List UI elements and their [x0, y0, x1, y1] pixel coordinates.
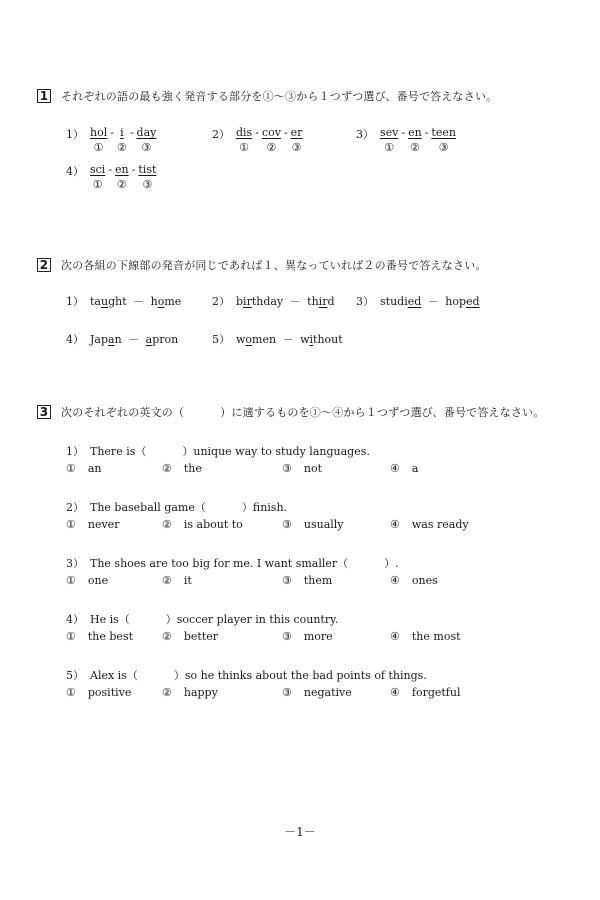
choice-text: ones	[411, 574, 438, 587]
syllable	[90, 126, 107, 154]
choice-text: better	[183, 630, 219, 643]
section-2-header	[37, 257, 487, 273]
section-3-header	[37, 404, 545, 420]
choice-number: ④	[390, 518, 400, 531]
syllable	[291, 126, 303, 154]
word-separator: －	[124, 333, 143, 346]
question-text-after: ）soccer player in this country.	[165, 613, 339, 626]
choice-number: ③	[282, 686, 292, 699]
answer-choice[interactable]	[162, 518, 243, 531]
syllable-separator: -	[283, 126, 288, 139]
question-number: 2）	[66, 501, 84, 514]
pronunciation-question	[66, 293, 181, 309]
underlined-part: o	[245, 333, 253, 346]
choice-text: one	[87, 574, 109, 587]
section-instruction: 次のそれぞれの英文の（ ）に適するものを①～④から１つずつ選び、番号で答えなさい。	[61, 406, 545, 419]
section-number-box: 2	[37, 258, 51, 272]
answer-choice[interactable]	[390, 574, 438, 587]
syllable-text: en	[408, 126, 422, 139]
choice-text: it	[183, 574, 192, 587]
pronunciation-question	[212, 293, 335, 309]
word: studied	[380, 295, 422, 308]
answer-choice[interactable]	[282, 630, 333, 643]
word-syllables	[380, 126, 456, 154]
word: hoped	[445, 295, 480, 308]
syllable-separator: -	[424, 126, 429, 139]
choice-number: ①	[66, 518, 76, 531]
choice-number: ①	[66, 462, 76, 475]
choice-number: ①	[66, 574, 76, 587]
choice-number: ③	[282, 630, 292, 643]
answer-choice[interactable]	[66, 686, 131, 699]
choice-mark: ①	[239, 141, 250, 154]
question-number: 4）	[66, 613, 84, 626]
choice-text: is about to	[183, 518, 243, 531]
syllable-text: er	[290, 126, 303, 139]
question-text-before: There is（	[90, 445, 147, 458]
question-number: 1）	[66, 445, 84, 458]
word: women	[236, 333, 277, 346]
answer-choice[interactable]	[66, 630, 133, 643]
choice-mark: ①	[384, 141, 395, 154]
choice-number: ③	[282, 518, 292, 531]
word-separator: －	[286, 295, 305, 308]
word-separator: －	[424, 295, 443, 308]
syllable	[138, 163, 156, 191]
underlined-part: ir	[243, 295, 252, 308]
answer-choice[interactable]	[282, 462, 322, 475]
underlined-part: a	[108, 333, 115, 346]
choice-number: ②	[162, 462, 172, 475]
section-number-box: 1	[37, 89, 51, 103]
syllable-text: teen	[431, 126, 456, 139]
answer-choice[interactable]	[282, 686, 352, 699]
syllable-text: en	[115, 163, 129, 176]
section-instruction: 次の各組の下線部の発音が同じであれば１、異なっていれば２の番号で答えなさい。	[61, 259, 487, 272]
word-syllables	[90, 163, 156, 191]
choice-text: an	[87, 462, 102, 475]
question-number: 3）	[356, 128, 374, 141]
word: without	[300, 333, 343, 346]
choice-text: forgetful	[411, 686, 461, 699]
stress-question	[66, 126, 156, 154]
choice-mark: ②	[116, 178, 127, 191]
choice-text: usually	[303, 518, 344, 531]
question-text-after: ）.	[384, 557, 399, 570]
fill-blank-question	[66, 667, 427, 683]
syllable-text: hol	[90, 126, 108, 139]
underlined-part: u	[100, 295, 109, 308]
answer-choice[interactable]	[162, 630, 218, 643]
underlined-part: ed	[407, 295, 422, 308]
answer-choice[interactable]	[282, 518, 344, 531]
syllable	[115, 163, 129, 191]
answer-choice[interactable]	[162, 686, 218, 699]
syllable	[431, 126, 456, 154]
choice-number: ④	[390, 462, 400, 475]
word: taught	[90, 295, 127, 308]
fill-blank-question	[66, 611, 338, 627]
syllable-text: day	[136, 126, 157, 139]
question-number: 4）	[66, 333, 84, 346]
choice-number: ④	[390, 630, 400, 643]
question-text-after: ）finish.	[241, 501, 288, 514]
syllable	[408, 126, 422, 154]
answer-choice[interactable]	[66, 574, 108, 587]
underlined-part: ed	[466, 295, 480, 308]
question-number: 1）	[66, 295, 84, 308]
answer-choice[interactable]	[66, 518, 119, 531]
answer-choice[interactable]	[390, 630, 461, 643]
underlined-part: i	[309, 333, 314, 346]
stress-question	[212, 126, 302, 154]
question-number: 4）	[66, 165, 84, 178]
stress-question	[356, 126, 456, 154]
choice-number: ②	[162, 686, 172, 699]
choice-text: negative	[303, 686, 352, 699]
word-syllables	[90, 126, 156, 154]
question-number: 5）	[212, 333, 230, 346]
choice-text: the best	[87, 630, 134, 643]
question-number: 2）	[212, 128, 230, 141]
syllable	[380, 126, 398, 154]
choice-number: ③	[282, 462, 292, 475]
syllable-text: sev	[380, 126, 399, 139]
syllable-separator: -	[401, 126, 406, 139]
underlined-part: a	[145, 333, 153, 346]
question-number: 3）	[66, 557, 84, 570]
choice-mark: ③	[142, 178, 153, 191]
section-number-box: 3	[37, 405, 51, 419]
choice-number: ①	[66, 686, 76, 699]
choice-mark: ①	[93, 141, 104, 154]
underlined-part: o	[157, 295, 165, 308]
choice-mark: ①	[92, 178, 103, 191]
word-syllables	[236, 126, 302, 154]
question-number: 3）	[356, 295, 374, 308]
choice-text: the	[183, 462, 202, 475]
choice-mark: ②	[116, 141, 127, 154]
question-number: 2）	[212, 295, 230, 308]
syllable-separator: -	[110, 126, 114, 139]
syllable	[90, 163, 105, 191]
question-number: 5）	[66, 669, 84, 682]
word: home	[150, 295, 182, 308]
answer-choice[interactable]	[162, 574, 192, 587]
choice-text: never	[87, 518, 120, 531]
question-text-before: The baseball game（	[90, 501, 206, 514]
question-text-after: ）so he thinks about the bad points of things.	[173, 669, 427, 682]
syllable-text: cov	[261, 126, 281, 139]
syllable	[117, 126, 127, 154]
syllable	[137, 126, 157, 154]
word-separator: －	[129, 295, 148, 308]
answer-choice[interactable]	[390, 462, 418, 475]
syllable-text: sci	[90, 163, 106, 176]
section-1-header	[37, 88, 497, 104]
answer-choice[interactable]	[390, 686, 460, 699]
choice-text: a	[411, 462, 419, 475]
choice-text: more	[303, 630, 333, 643]
syllable-separator: -	[129, 126, 134, 139]
choice-number: ②	[162, 630, 172, 643]
syllable-text: tist	[138, 163, 157, 176]
question-text-before: The shoes are too big for me. I want smaller（	[90, 557, 349, 570]
underlined-part: ir	[318, 295, 328, 308]
choice-number: ④	[390, 574, 400, 587]
choice-mark: ③	[438, 141, 449, 154]
syllable-separator: -	[255, 126, 259, 139]
word: apron	[145, 333, 179, 346]
question-text-after: ）unique way to study languages.	[182, 445, 370, 458]
syllable	[262, 126, 281, 154]
choice-number: ①	[66, 630, 76, 643]
choice-text: not	[303, 462, 323, 475]
question-text-before: He is（	[90, 613, 130, 626]
word: birthday	[236, 295, 284, 308]
choice-mark: ③	[141, 141, 152, 154]
fill-blank-question	[66, 499, 287, 515]
syllable-text: dis	[236, 126, 253, 139]
word: third	[307, 295, 335, 308]
answer-choice[interactable]	[390, 518, 469, 531]
page-number: －1－	[284, 825, 316, 839]
fill-blank-question	[66, 555, 399, 571]
answer-choice[interactable]	[282, 574, 332, 587]
answer-choice[interactable]	[162, 462, 202, 475]
choice-text: was ready	[411, 518, 469, 531]
syllable-text: i	[120, 126, 124, 139]
choice-mark: ②	[409, 141, 420, 154]
choice-text: them	[303, 574, 333, 587]
question-number: 1）	[66, 128, 84, 141]
choice-mark: ③	[291, 141, 302, 154]
answer-choice[interactable]	[66, 462, 102, 475]
pronunciation-question	[66, 331, 178, 347]
fill-blank-question	[66, 443, 370, 459]
word-separator: －	[279, 333, 298, 346]
choice-number: ②	[162, 518, 172, 531]
choice-text: positive	[87, 686, 132, 699]
stress-question	[66, 163, 156, 191]
section-instruction: それぞれの語の最も強く発音する部分を①～③から１つずつ選び、番号で答えなさい。	[61, 90, 498, 103]
choice-number: ③	[282, 574, 292, 587]
pronunciation-question	[356, 293, 480, 309]
syllable-separator: -	[108, 163, 113, 176]
syllable-separator: -	[131, 163, 136, 176]
choice-text: happy	[183, 686, 218, 699]
pronunciation-question	[212, 331, 343, 347]
choice-mark: ②	[266, 141, 277, 154]
choice-text: the most	[411, 630, 461, 643]
choice-number: ②	[162, 574, 172, 587]
choice-number: ④	[390, 686, 400, 699]
question-text-before: Alex is（	[90, 669, 138, 682]
syllable	[236, 126, 252, 154]
word: Japan	[90, 333, 122, 346]
